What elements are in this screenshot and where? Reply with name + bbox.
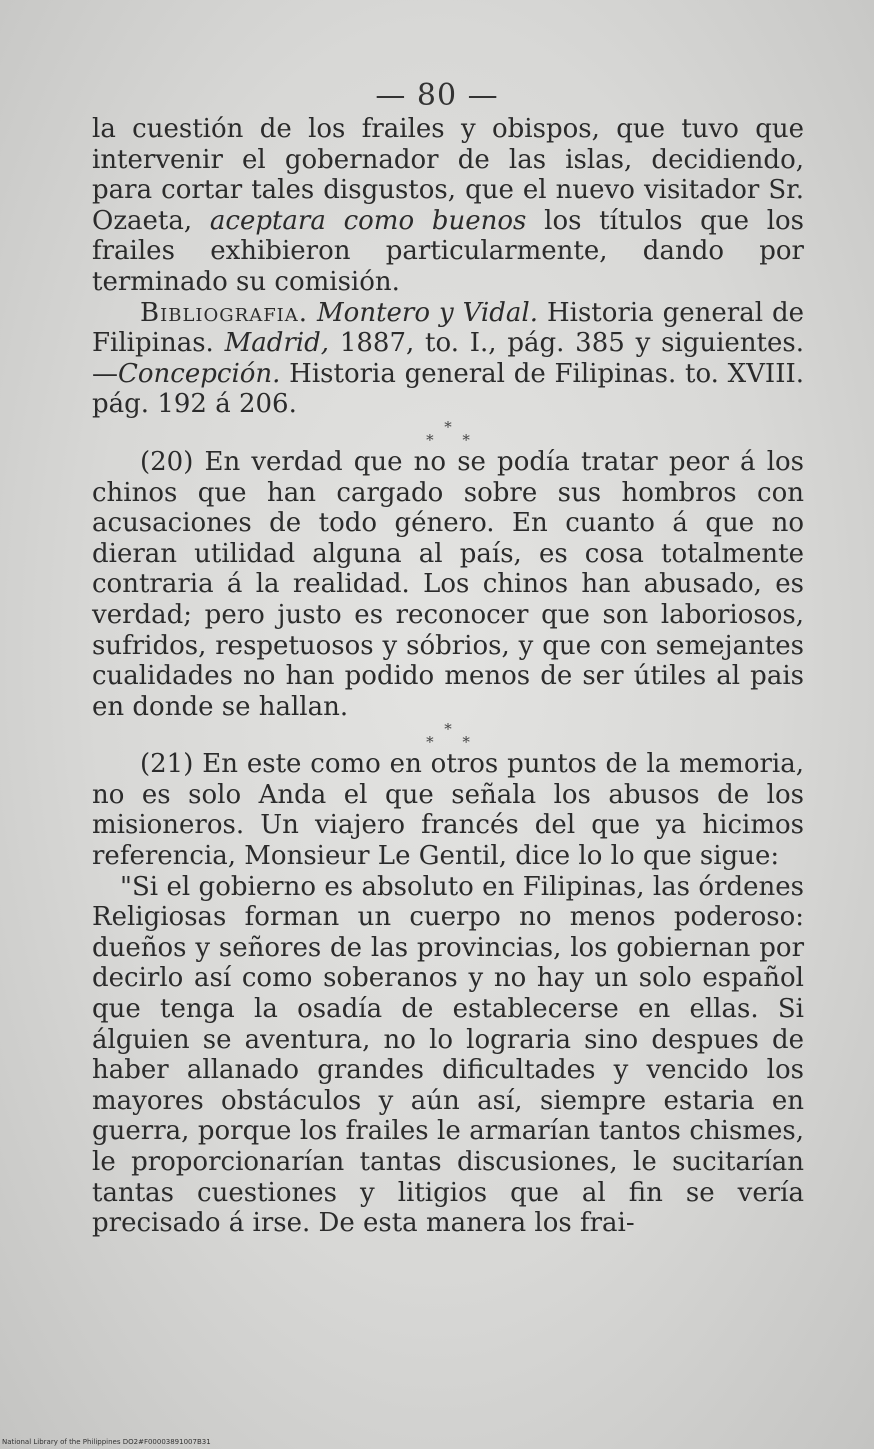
bibliography-author-2: Concepción. <box>118 358 281 389</box>
separator-asterism <box>92 720 804 752</box>
continuation-text: la cuestión de los frailes y obispos, que tuvo que intervenir el gobernador de las islas, decidiendo, para cortar tales disgustos, que el nuevo visitador Sr. Ozaeta, <box>92 114 804 236</box>
separator-asterism <box>92 417 804 449</box>
bibliography-label: Bibliografia. <box>140 297 309 328</box>
paragraph-continuation <box>92 114 804 298</box>
separator-top: * <box>444 720 452 739</box>
bibliography-title-1: Historia general de Filipinas. <box>92 297 805 359</box>
note-21: (21) En este como en otros puntos de la memoria, no es solo Anda el que señala los abusos de los misioneros. Un viajero francés del que ya hicimos referencia, Monsieur Le Gentil, dice lo lo que sigue: <box>92 749 804 872</box>
document-body <box>92 114 804 1239</box>
page-number: — 80 — <box>375 78 499 113</box>
note-20: (20) En verdad que no se podía tratar peor á los chinos que han cargado sobre sus hombros con acusaciones de todo género. En cuanto á que no dieran utilidad alguna al país, es cosa totalmente contraria á la realidad. Los chinos han abusado, es verdad; pero justo es reconocer que son laboriosos, sufridos, respetuosos y sóbrios, y que con semejantes cualidades no han podido menos de ser útiles al pais en donde se hallan. <box>92 446 804 722</box>
continuation-end: los títulos que los frailes exhibieron particularmente, dando por terminado su comisión. <box>92 205 805 297</box>
bibliography-author-1: Montero y Vidal. <box>317 297 538 328</box>
bibliography-place-1: Madrid, <box>224 328 330 359</box>
separator-bottom: * * <box>426 733 482 752</box>
bibliography <box>92 298 804 420</box>
bibliography-details-2: Historia general de Filipinas. to. XVIII. pág. 192 á 206. <box>92 358 804 420</box>
quotation: "Si el gobierno es absoluto en Filipinas, las órdenes Religiosas forman un cuerpo no menos poderoso: dueños y señores de las provincias, los gobiernan por decirlo así como soberanos y no hay un solo español que tenga la osadía de establecerse en ellas. Si álguien se aventura, no lo lograria sino despues de haber allanado grandes dificultades y vencido los mayores obstáculos y aún así, siempre estaria en guerra, porque los frailes le armarían tantos chismes, le proporcionarían tantas discusiones, le sucitarían tantas cuestiones y litigios que al fin se vería precisado á irse. De esta manera los frai- <box>92 871 804 1239</box>
separator-top: * <box>444 417 452 436</box>
bibliography-details-1: 1887, to. I., pág. 385 y siguientes.— <box>92 328 805 389</box>
footer-credit: National Library of the Philippines DO2#F00003891007B31 <box>2 1438 211 1446</box>
separator-bottom: * * <box>426 430 482 449</box>
continuation-italic: aceptara como buenos <box>209 205 527 236</box>
